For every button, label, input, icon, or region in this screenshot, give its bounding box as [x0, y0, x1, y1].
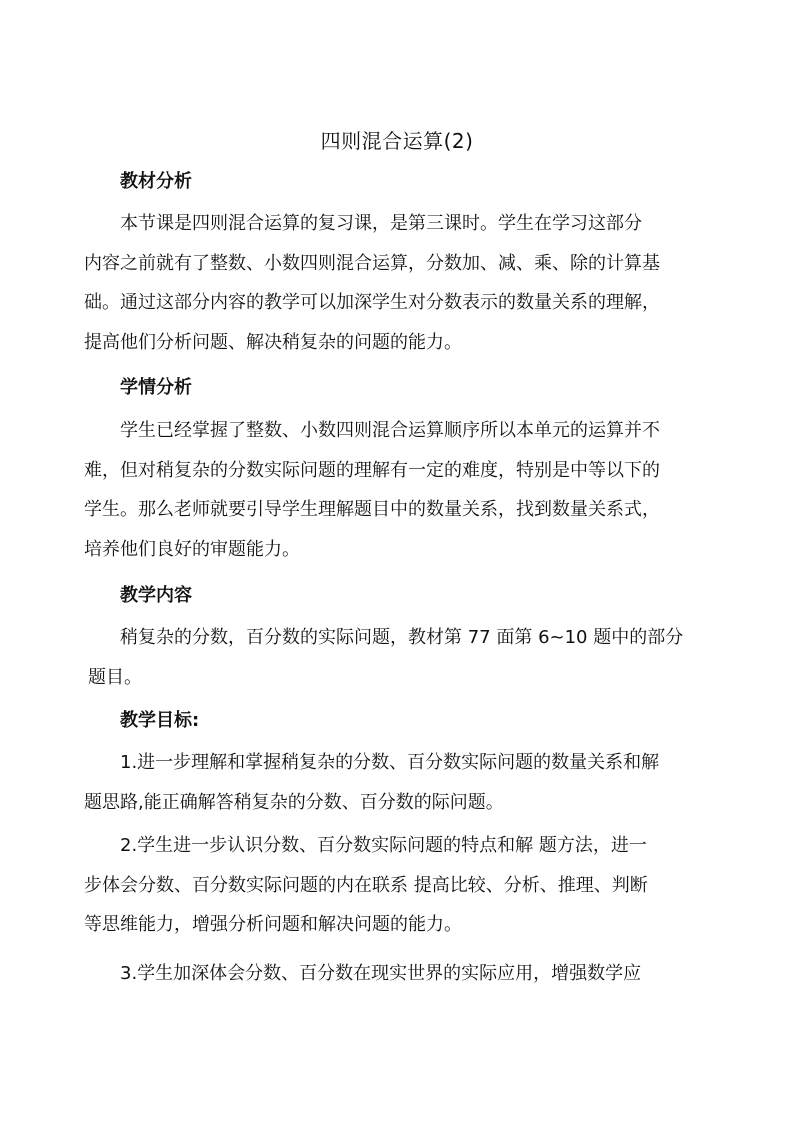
- text-line: 本节课是四则混合运算的复习课，是第三课时。学生在学习这部分: [120, 213, 642, 234]
- text-line: 2.学生进一步认识分数、百分数实际问题的特点和解 题方法，进一: [120, 835, 647, 856]
- text-line: 培养他们良好的审题能力。: [84, 538, 300, 560]
- section-heading-teaching-goals: 教学目标:: [120, 710, 200, 731]
- text-line: 步体会分数、百分数实际问题的内在联系 提高比较、分析、推理、判断: [84, 874, 648, 896]
- paragraph-student-analysis: [84, 411, 684, 569]
- section-heading-student-analysis: 学情分析: [120, 377, 192, 398]
- section-heading-material-analysis: 教材分析: [120, 171, 192, 192]
- paragraph-goal-3: [84, 954, 684, 994]
- text-line: 内容之前就有了整数、小数四则混合运算，分数加、减、乘、除的计算基: [84, 252, 660, 274]
- text-line: 学生已经掌握了整数、小数四则混合运算顺序所以本单元的运算并不: [120, 420, 660, 441]
- text-line: 题目。: [88, 666, 142, 688]
- paragraph-material-analysis: [84, 204, 684, 362]
- text-line: 稍复杂的分数，百分数的实际问题，教材第 77 面第 6~10 题中的部分: [120, 627, 684, 648]
- text-line: 难，但对稍复杂的分数实际问题的理解有一定的难度，特别是中等以下的: [84, 459, 660, 481]
- paragraph-teaching-content: [84, 618, 684, 697]
- section-heading-teaching-content: 教学内容: [120, 585, 192, 606]
- document-title: 四则混合运算(2): [320, 129, 474, 153]
- text-line: 题思路,能正确解答稍复杂的分数、百分数的际问题。: [84, 791, 504, 813]
- paragraph-goal-1: [84, 743, 684, 822]
- paragraph-goal-2: [84, 826, 684, 945]
- text-line: 1.进一步理解和掌握稍复杂的分数、百分数实际问题的数量关系和解: [120, 752, 660, 773]
- text-line: 3.学生加深体会分数、百分数在现实世界的实际应用，增强数学应: [120, 963, 642, 984]
- text-line: 学生。那么老师就要引导学生理解题目中的数量关系，找到数量关系式，: [84, 499, 660, 520]
- text-line: 础。通过这部分内容的教学可以加深学生对分数表示的数量关系的理解，: [84, 292, 660, 313]
- text-line: 等思维能力，增强分析问题和解决问题的能力。: [84, 914, 462, 935]
- text-line: 提高他们分析问题、解决稍复杂的问题的能力。: [84, 331, 462, 353]
